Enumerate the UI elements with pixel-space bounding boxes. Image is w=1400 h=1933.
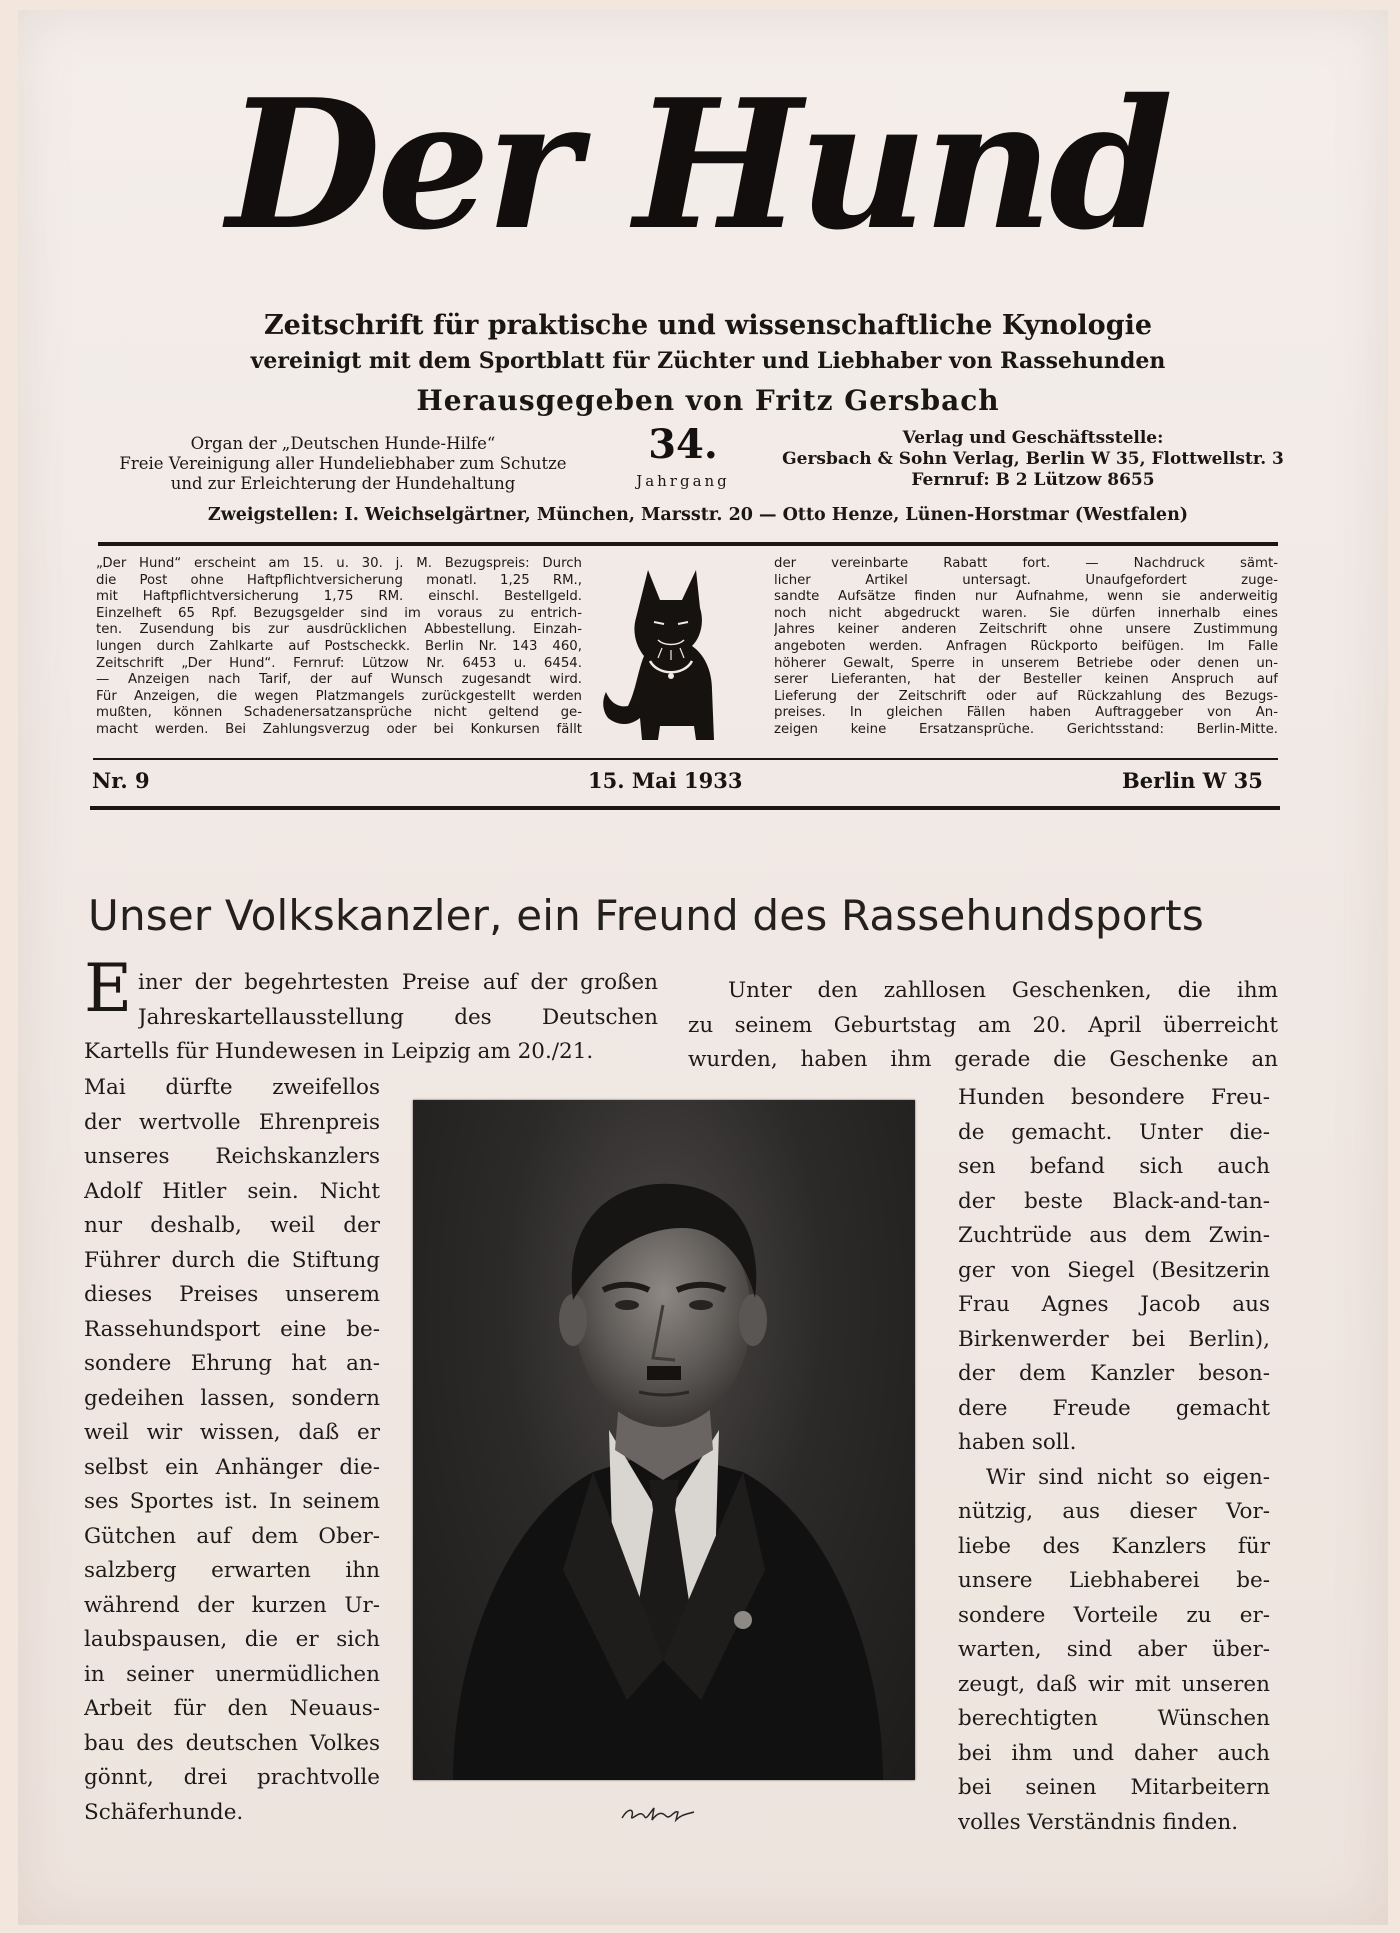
scottie-dog-icon (600, 558, 740, 748)
info-line: serer Lieferanten, hat der Besteller keinen Anspruch auf (774, 672, 1278, 688)
text-line: gönnt, drei prachtvolle (84, 1765, 380, 1790)
branch-offices: Zweigstellen: I. Weichselgärtner, München, Marsstr. 20 — Otto Henze, Lünen-Horstmar (Westfalen) (207, 505, 1189, 525)
organ-line: Freie Vereinigung aller Hundeliebhaber zum Schutze (119, 454, 567, 473)
text-line: Hunden besondere Freu- (958, 1085, 1270, 1110)
text-line: de gemacht. Unter die- (958, 1119, 1270, 1145)
article-col2-narrow (958, 1081, 1270, 1840)
article-col1-top-full (84, 1035, 658, 1070)
text-line: Adolf Hitler sein. Nicht (84, 1178, 380, 1204)
article-col2-top (688, 974, 1278, 1078)
subscription-info-right (774, 556, 1278, 739)
text-line: Gütchen auf dem Ober- (84, 1523, 380, 1549)
masthead-editor: Herausgegeben von Fritz Gersbach (416, 384, 1000, 417)
text-line: Wir sind nicht so eigen- (986, 1464, 1270, 1490)
text-line: haben soll. (958, 1430, 1077, 1455)
text-line: liebe des Kanzlers für (958, 1533, 1270, 1559)
text-line: ses Sportes ist. In seinem (84, 1489, 380, 1514)
text-line: dieses Preises unserem (84, 1282, 380, 1307)
info-line: Für Anzeigen, die wegen Platzmangels zurückgestellt werden (96, 688, 582, 704)
text-line: salzberg erwarten ihn (84, 1558, 380, 1583)
text-line: der wertvolle Ehrenpreis (84, 1109, 380, 1135)
info-line: — Anzeigen nach Tarif, der auf Wunsch zugesandt wird. (96, 672, 582, 688)
info-line: der vereinbarte Rabatt fort. — Nachdruck sämt- (774, 556, 1278, 571)
text-line: bei seinen Mitarbeitern (958, 1775, 1270, 1800)
info-line: Einzelheft 65 Rpf. Bezugsgelder sind im voraus zu entrich- (96, 605, 582, 621)
info-line: ten. Zusendung bis zur ausdrücklichen Abbestellung. Einzah- (96, 622, 582, 638)
text-line: in seiner unermüdlichen (84, 1661, 380, 1687)
issue-number: Nr. 9 (92, 768, 150, 793)
article-col1-top (138, 966, 658, 1035)
info-line: Jahres keiner anderen Zeitschrift ohne unsere Zustimmung (774, 622, 1278, 638)
text-line: Schäferhunde. (84, 1799, 244, 1825)
issue-place: Berlin W 35 (1122, 768, 1263, 793)
text-line: der dem Kanzler beson- (958, 1361, 1270, 1386)
publisher-block (768, 428, 1298, 491)
text-line: Zuchtrüde aus dem Zwin- (958, 1223, 1270, 1248)
article-headline: Unser Volkskanzler, ein Freund des Rassehundsports (88, 891, 1204, 940)
publisher-line: Verlag und Geschäftsstelle: (902, 428, 1164, 448)
text-line: weil wir wissen, daß er (84, 1420, 380, 1445)
text-line: der beste Black-and-tan- (958, 1188, 1270, 1214)
text-line: gedeihen lassen, sondern (84, 1385, 380, 1411)
issue-date: 15. Mai 1933 (588, 768, 743, 793)
portrait-photo (413, 1100, 915, 1780)
organ-block (88, 434, 598, 494)
text-line: bau des deutschen Volkes (84, 1730, 380, 1756)
text-line: dere Freude gemacht (958, 1395, 1270, 1421)
divider-middle (93, 758, 1278, 760)
text-line: nützig, aus dieser Vor- (958, 1499, 1270, 1524)
text-line: sondere Vorteile zu er- (958, 1602, 1270, 1628)
divider-top (98, 542, 1278, 546)
organ-line: und zur Erleichterung der Hundehaltung (170, 474, 516, 493)
signature-mark (618, 1800, 698, 1826)
text-line: iner der begehrtesten Preise auf der großen (138, 970, 658, 995)
info-line: preises. In gleichen Fällen haben Auftraggeber von An- (774, 705, 1278, 721)
text-line: sen befand sich auch (958, 1154, 1270, 1179)
info-line: Lieferung der Zeitschrift oder auf Rückzahlung des Bezugs- (774, 688, 1278, 704)
text-line: ger von Siegel (Besitzerin (958, 1257, 1270, 1283)
text-line: sondere Ehrung hat an- (84, 1351, 380, 1376)
text-line: warten, sind aber über- (958, 1637, 1270, 1662)
masthead-title: Der Hund (226, 60, 1170, 269)
text-line: Mai dürfte zweifellos (84, 1075, 380, 1100)
info-line: macht werden. Bei Zahlungsverzug oder bei Konkursen fällt (96, 721, 582, 737)
text-line: selbst ein Anhänger die- (84, 1454, 380, 1480)
text-line: Jahreskartellausstellung des Deutschen (138, 1004, 658, 1030)
text-line: wurden, haben ihm gerade die Geschenke an (688, 1047, 1278, 1072)
masthead-subtitle-1: Zeitschrift für praktische und wissenschaftliche Kynologie (263, 310, 1153, 341)
publisher-line: Fernruf: B 2 Lützow 8655 (911, 470, 1155, 490)
organ-line: Organ der „Deutschen Hunde-Hilfe“ (190, 434, 496, 453)
article-col1-narrow (84, 1071, 380, 1830)
info-line: mit Haftpflichtversicherung 1,75 RM. einschl. Bestellgeld. (96, 589, 582, 605)
info-line: noch nicht abgedruckt waren. Sie dürfen innerhalb eines (774, 605, 1278, 621)
text-line: Frau Agnes Jacob aus (958, 1292, 1270, 1317)
text-line: berechtigten Wünschen (958, 1706, 1270, 1731)
info-line: Zeitschrift „Der Hund“. Fernruf: Lützow Nr. 6453 u. 6454. (96, 655, 582, 671)
masthead-subtitle-2: vereinigt mit dem Sportblatt für Züchter und Liebhaber von Rassehunden (250, 348, 1166, 374)
text-line: während der kurzen Ur- (84, 1592, 380, 1618)
volume-label: Jahrgang (636, 472, 730, 490)
text-line: Arbeit für den Neuaus- (84, 1696, 380, 1721)
info-line: angeboten werden. Anfragen Rückporto beifügen. Im Falle (774, 638, 1278, 654)
info-line: zeigen keine Ersatzansprüche. Gerichtsstand: Berlin-Mitte. (774, 721, 1278, 737)
text-line: Kartells für Hundewesen in Leipzig am 20./21. (84, 1039, 594, 1064)
info-line: licher Artikel untersagt. Unaufgefordert zuge- (774, 572, 1278, 588)
divider-bottom (90, 806, 1280, 810)
text-line: volles Verständnis finden. (958, 1809, 1239, 1835)
info-line: mußten, können Schadenersatzansprüche nicht geltend ge- (96, 705, 582, 721)
info-line: die Post ohne Haftpflichtversicherung monatl. 1,25 RM., (96, 572, 582, 588)
publisher-line: Gersbach & Sohn Verlag, Berlin W 35, Flottwellstr. 3 (782, 449, 1284, 469)
info-line: lungen durch Zahlkarte auf Postscheckk. Berlin Nr. 143 460, (96, 638, 582, 654)
text-line: zeugt, daß wir mit unseren (958, 1671, 1270, 1697)
info-line: „Der Hund“ erscheint am 15. u. 30. j. M. Bezugspreis: Durch (96, 556, 582, 571)
text-line: laubspausen, die er sich (84, 1627, 380, 1652)
newspaper-page (18, 10, 1388, 1925)
text-line: Rassehundsport eine be- (84, 1316, 380, 1342)
text-line: Führer durch die Stiftung (84, 1247, 380, 1273)
subscription-info-left (96, 556, 582, 739)
text-line: Birkenwerder bei Berlin), (958, 1326, 1270, 1352)
info-line: höherer Gewalt, Sperre in unserem Betriebe oder denen un- (774, 655, 1278, 671)
volume-number: 34. (648, 421, 718, 468)
text-line: nur deshalb, weil der (84, 1213, 380, 1238)
text-line: zu seinem Geburtstag am 20. April überreicht (688, 1012, 1278, 1038)
text-line: unsere Liebhaberei be- (958, 1568, 1270, 1593)
drop-cap: E (84, 950, 133, 1027)
text-line: bei ihm und daher auch (958, 1740, 1270, 1766)
text-line: Unter den zahllosen Geschenken, die ihm (728, 978, 1278, 1003)
text-line: unseres Reichskanzlers (84, 1144, 380, 1169)
info-line: sandte Aufsätze finden nur Aufnahme, wenn sie anderweitig (774, 589, 1278, 605)
